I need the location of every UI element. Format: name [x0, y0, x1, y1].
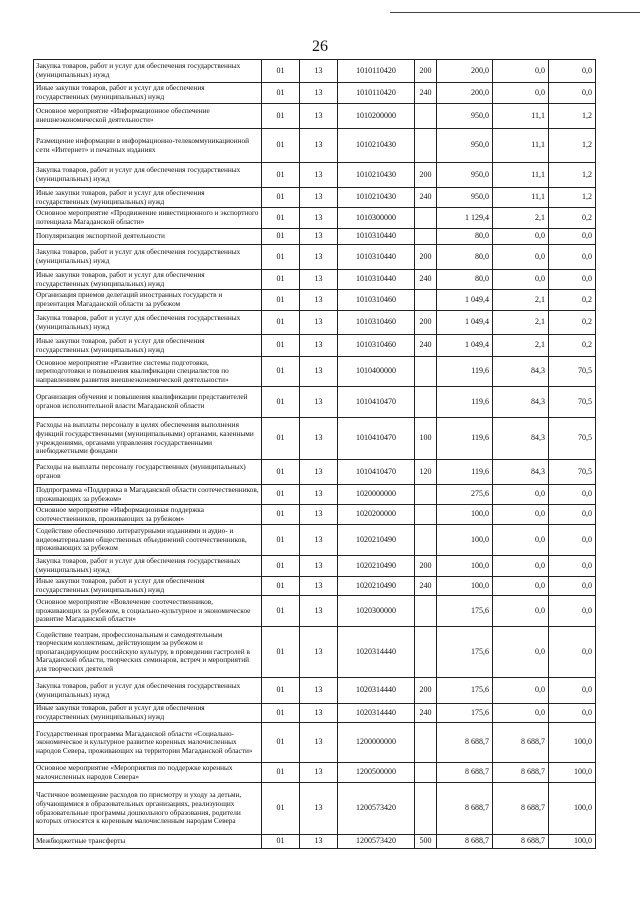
approved-amount: 950,0 — [437, 129, 493, 163]
target-article-code: 1010310460 — [338, 335, 415, 357]
subsection-code: 13 — [300, 387, 338, 418]
section-code: 01 — [262, 525, 300, 556]
executed-amount: 0,0 — [493, 577, 549, 596]
approved-amount: 275,6 — [437, 485, 493, 505]
row-description: Расходы на выплаты персоналу в целях обеспечения выполнения функций государственными (муниципальными) органами, казенными учреждениями, органами управления государственными внебюджетными фондами — [34, 418, 262, 460]
subsection-code: 13 — [300, 556, 338, 577]
target-article-code: 1200000000 — [338, 723, 415, 763]
executed-amount: 0,0 — [493, 596, 549, 627]
approved-amount: 175,6 — [437, 678, 493, 704]
target-article-code: 1020210490 — [338, 525, 415, 556]
table-row — [34, 357, 596, 387]
executed-amount: 0,0 — [493, 525, 549, 556]
target-article-code: 1010310440 — [338, 229, 415, 245]
subsection-code: 13 — [300, 460, 338, 485]
approved-amount: 80,0 — [437, 270, 493, 290]
target-article-code: 1010400000 — [338, 357, 415, 387]
executed-amount: 0,0 — [493, 556, 549, 577]
subsection-code: 13 — [300, 678, 338, 704]
subsection-code: 13 — [300, 577, 338, 596]
row-description: Основное мероприятие «Информационное обеспечение внешнеэкономической деятельности» — [34, 104, 262, 129]
table-row — [34, 505, 596, 525]
approved-amount: 8 688,7 — [437, 723, 493, 763]
page-number: 26 — [312, 38, 328, 55]
section-code: 01 — [262, 208, 300, 229]
executed-amount: 11,1 — [493, 104, 549, 129]
target-article-code: 1200573420 — [338, 783, 415, 835]
section-code: 01 — [262, 129, 300, 163]
expense-type-code — [415, 627, 437, 678]
section-code: 01 — [262, 357, 300, 387]
execution-percent: 0,0 — [549, 229, 596, 245]
target-article-code: 1020314440 — [338, 627, 415, 678]
table-row — [34, 104, 596, 129]
expense-type-code: 240 — [415, 577, 437, 596]
target-article-code: 1010310460 — [338, 311, 415, 335]
expense-type-code — [415, 723, 437, 763]
execution-percent: 0,0 — [549, 485, 596, 505]
subsection-code: 13 — [300, 627, 338, 678]
section-code: 01 — [262, 229, 300, 245]
expense-type-code: 240 — [415, 270, 437, 290]
execution-percent: 1,2 — [549, 163, 596, 188]
executed-amount: 0,0 — [493, 83, 549, 104]
subsection-code: 13 — [300, 208, 338, 229]
execution-percent: 0,0 — [549, 627, 596, 678]
expense-type-code: 200 — [415, 245, 437, 270]
row-description: Расходы на выплаты персоналу государственных (муниципальных) органов — [34, 460, 262, 485]
section-code: 01 — [262, 418, 300, 460]
row-description: Иные закупки товаров, работ и услуг для обеспечения государственных (муниципальных) нужд — [34, 270, 262, 290]
table-row — [34, 763, 596, 783]
executed-amount: 84,3 — [493, 418, 549, 460]
target-article-code: 1010410470 — [338, 460, 415, 485]
row-description: Подпрограмма «Поддержка в Магаданской области соотечественников, проживающих за рубежом» — [34, 485, 262, 505]
subsection-code: 13 — [300, 60, 338, 83]
expense-type-code: 100 — [415, 418, 437, 460]
expense-type-code: 240 — [415, 188, 437, 208]
row-description: Организация приемов делегаций иностранных государств и презентация Магаданской области за рубежом — [34, 290, 262, 311]
table-row — [34, 556, 596, 577]
table-row — [34, 678, 596, 704]
execution-percent: 0,0 — [549, 83, 596, 104]
execution-percent: 100,0 — [549, 763, 596, 783]
target-article-code: 1200573420 — [338, 835, 415, 849]
table-row — [34, 723, 596, 763]
executed-amount: 2,1 — [493, 208, 549, 229]
section-code: 01 — [262, 311, 300, 335]
approved-amount: 950,0 — [437, 104, 493, 129]
execution-percent: 0,2 — [549, 311, 596, 335]
expense-type-code — [415, 129, 437, 163]
row-description: Иные закупки товаров, работ и услуг для обеспечения государственных (муниципальных) нужд — [34, 335, 262, 357]
executed-amount: 8 688,7 — [493, 835, 549, 849]
subsection-code: 13 — [300, 763, 338, 783]
target-article-code: 1010310440 — [338, 270, 415, 290]
execution-percent: 0,2 — [549, 290, 596, 311]
expense-type-code — [415, 596, 437, 627]
executed-amount: 0,0 — [493, 627, 549, 678]
approved-amount: 175,6 — [437, 627, 493, 678]
table-row — [34, 335, 596, 357]
target-article-code: 1010410470 — [338, 418, 415, 460]
execution-percent: 70,5 — [549, 418, 596, 460]
table-row — [34, 311, 596, 335]
approved-amount: 119,6 — [437, 357, 493, 387]
expense-type-code: 240 — [415, 335, 437, 357]
execution-percent: 0,0 — [549, 678, 596, 704]
target-article-code: 1020210490 — [338, 556, 415, 577]
approved-amount: 100,0 — [437, 556, 493, 577]
section-code: 01 — [262, 505, 300, 525]
section-code: 01 — [262, 460, 300, 485]
executed-amount: 0,0 — [493, 270, 549, 290]
target-article-code: 1020314440 — [338, 678, 415, 704]
target-article-code: 1020210490 — [338, 577, 415, 596]
table-row — [34, 290, 596, 311]
top-rule — [390, 12, 640, 13]
section-code: 01 — [262, 783, 300, 835]
target-article-code: 1010210430 — [338, 129, 415, 163]
target-article-code: 1010300000 — [338, 208, 415, 229]
executed-amount: 11,1 — [493, 163, 549, 188]
row-description: Иные закупки товаров, работ и услуг для обеспечения государственных (муниципальных) нужд — [34, 188, 262, 208]
subsection-code: 13 — [300, 335, 338, 357]
target-article-code: 1020000000 — [338, 485, 415, 505]
subsection-code: 13 — [300, 704, 338, 723]
section-code: 01 — [262, 104, 300, 129]
approved-amount: 100,0 — [437, 505, 493, 525]
executed-amount: 2,1 — [493, 311, 549, 335]
row-description: Иные закупки товаров, работ и услуг для обеспечения государственных (муниципальных) нужд — [34, 83, 262, 104]
section-code: 01 — [262, 60, 300, 83]
table-row — [34, 460, 596, 485]
table-row — [34, 525, 596, 556]
executed-amount: 11,1 — [493, 129, 549, 163]
executed-amount: 84,3 — [493, 387, 549, 418]
executed-amount: 11,1 — [493, 188, 549, 208]
target-article-code: 1020314440 — [338, 704, 415, 723]
expense-type-code — [415, 229, 437, 245]
row-description: Основное мероприятие «Продвижение инвестиционного и экспортного потенциала Магаданской области» — [34, 208, 262, 229]
executed-amount: 0,0 — [493, 485, 549, 505]
approved-amount: 80,0 — [437, 229, 493, 245]
table-row — [34, 245, 596, 270]
subsection-code: 13 — [300, 129, 338, 163]
expense-type-code: 200 — [415, 60, 437, 83]
execution-percent: 0,0 — [549, 270, 596, 290]
approved-amount: 950,0 — [437, 188, 493, 208]
expense-type-code — [415, 485, 437, 505]
section-code: 01 — [262, 723, 300, 763]
execution-percent: 0,0 — [549, 577, 596, 596]
row-description: Содействие театрам, профессиональным и самодеятельным творческим коллективам, действующим за рубежом и пропагандирующим российскую культуру, в проведении гастролей в Магаданской области, творческих семинаров, встреч и мероприятий для творческих деятелей — [34, 627, 262, 678]
subsection-code: 13 — [300, 505, 338, 525]
subsection-code: 13 — [300, 83, 338, 104]
table-row — [34, 418, 596, 460]
table-row — [34, 627, 596, 678]
subsection-code: 13 — [300, 245, 338, 270]
expense-type-code — [415, 783, 437, 835]
expense-type-code: 240 — [415, 83, 437, 104]
row-description: Закупка товаров, работ и услуг для обеспечения государственных (муниципальных) нужд — [34, 245, 262, 270]
table-row — [34, 577, 596, 596]
expense-type-code: 240 — [415, 704, 437, 723]
row-description: Организация обучения и повышения квалификации представителей органов исполнительной власти Магаданской области — [34, 387, 262, 418]
section-code: 01 — [262, 763, 300, 783]
executed-amount: 0,0 — [493, 229, 549, 245]
subsection-code: 13 — [300, 357, 338, 387]
section-code: 01 — [262, 83, 300, 104]
expense-type-code — [415, 208, 437, 229]
approved-amount: 1 129,4 — [437, 208, 493, 229]
row-description: Межбюджетные трансферты — [34, 835, 262, 849]
subsection-code: 13 — [300, 783, 338, 835]
table-row — [34, 229, 596, 245]
section-code: 01 — [262, 163, 300, 188]
section-code: 01 — [262, 335, 300, 357]
execution-percent: 0,0 — [549, 60, 596, 83]
row-description: Закупка товаров, работ и услуг для обеспечения государственных (муниципальных) нужд — [34, 163, 262, 188]
target-article-code: 1010210430 — [338, 163, 415, 188]
row-description: Основное мероприятие «Вовлечение соотечественников, проживающих за рубежом, в социально-культурное и экономическое развитие Магаданской области» — [34, 596, 262, 627]
executed-amount: 8 688,7 — [493, 763, 549, 783]
row-description: Закупка товаров, работ и услуг для обеспечения государственных (муниципальных) нужд — [34, 311, 262, 335]
row-description: Иные закупки товаров, работ и услуг для обеспечения государственных (муниципальных) нужд — [34, 704, 262, 723]
executed-amount: 8 688,7 — [493, 723, 549, 763]
expense-type-code: 200 — [415, 678, 437, 704]
table-row — [34, 208, 596, 229]
execution-percent: 0,0 — [549, 704, 596, 723]
subsection-code: 13 — [300, 723, 338, 763]
approved-amount: 1 049,4 — [437, 335, 493, 357]
subsection-code: 13 — [300, 188, 338, 208]
approved-amount: 8 688,7 — [437, 835, 493, 849]
approved-amount: 119,6 — [437, 387, 493, 418]
subsection-code: 13 — [300, 290, 338, 311]
approved-amount: 8 688,7 — [437, 783, 493, 835]
expense-type-code: 120 — [415, 460, 437, 485]
approved-amount: 8 688,7 — [437, 763, 493, 783]
approved-amount: 175,6 — [437, 704, 493, 723]
approved-amount: 200,0 — [437, 83, 493, 104]
subsection-code: 13 — [300, 229, 338, 245]
execution-percent: 70,5 — [549, 357, 596, 387]
section-code: 01 — [262, 678, 300, 704]
approved-amount: 119,6 — [437, 460, 493, 485]
target-article-code: 1010200000 — [338, 104, 415, 129]
executed-amount: 0,0 — [493, 704, 549, 723]
expense-type-code: 200 — [415, 556, 437, 577]
section-code: 01 — [262, 188, 300, 208]
subsection-code: 13 — [300, 418, 338, 460]
expense-type-code — [415, 505, 437, 525]
execution-percent: 100,0 — [549, 723, 596, 763]
executed-amount: 0,0 — [493, 245, 549, 270]
execution-percent: 0,0 — [549, 525, 596, 556]
expense-type-code — [415, 387, 437, 418]
target-article-code: 1010110420 — [338, 60, 415, 83]
approved-amount: 200,0 — [437, 60, 493, 83]
expense-type-code — [415, 104, 437, 129]
executed-amount: 0,0 — [493, 60, 549, 83]
row-description: Основное мероприятие «Информационная поддержка соотечественников, проживающих за рубежом» — [34, 505, 262, 525]
section-code: 01 — [262, 835, 300, 849]
row-description: Основное мероприятие «Мероприятия по поддержке коренных малочисленных народов Севера» — [34, 763, 262, 783]
row-description: Размещение информации в информационно-телекоммуникационной сети «Интернет» и печатных изданиях — [34, 129, 262, 163]
approved-amount: 119,6 — [437, 418, 493, 460]
executed-amount: 0,0 — [493, 678, 549, 704]
approved-amount: 100,0 — [437, 577, 493, 596]
section-code: 01 — [262, 704, 300, 723]
executed-amount: 84,3 — [493, 460, 549, 485]
table-row — [34, 596, 596, 627]
target-article-code: 1010310460 — [338, 290, 415, 311]
table-row — [34, 270, 596, 290]
approved-amount: 175,6 — [437, 596, 493, 627]
execution-percent: 1,2 — [549, 104, 596, 129]
expense-type-code: 200 — [415, 311, 437, 335]
approved-amount: 1 049,4 — [437, 311, 493, 335]
expense-type-code: 200 — [415, 163, 437, 188]
section-code: 01 — [262, 485, 300, 505]
section-code: 01 — [262, 577, 300, 596]
execution-percent: 70,5 — [549, 460, 596, 485]
subsection-code: 13 — [300, 163, 338, 188]
table-row — [34, 188, 596, 208]
subsection-code: 13 — [300, 311, 338, 335]
budget-table — [33, 59, 596, 849]
approved-amount: 100,0 — [437, 525, 493, 556]
target-article-code: 1010310440 — [338, 245, 415, 270]
row-description: Закупка товаров, работ и услуг для обеспечения государственных (муниципальных) нужд — [34, 678, 262, 704]
target-article-code: 1010110420 — [338, 83, 415, 104]
executed-amount: 0,0 — [493, 505, 549, 525]
approved-amount: 1 049,4 — [437, 290, 493, 311]
table-row — [34, 60, 596, 83]
table-row — [34, 783, 596, 835]
subsection-code: 13 — [300, 104, 338, 129]
subsection-code: 13 — [300, 525, 338, 556]
executed-amount: 84,3 — [493, 357, 549, 387]
subsection-code: 13 — [300, 835, 338, 849]
executed-amount: 2,1 — [493, 335, 549, 357]
section-code: 01 — [262, 290, 300, 311]
section-code: 01 — [262, 245, 300, 270]
expense-type-code — [415, 763, 437, 783]
execution-percent: 0,0 — [549, 596, 596, 627]
section-code: 01 — [262, 270, 300, 290]
subsection-code: 13 — [300, 270, 338, 290]
target-article-code: 1020200000 — [338, 505, 415, 525]
target-article-code: 1200500000 — [338, 763, 415, 783]
table-row — [34, 387, 596, 418]
row-description: Частичное возмещение расходов по присмотру и уходу за детьми, обучающимися в образовательных организациях, реализующих образовательные программы дошкольного образования, родители которых относятся к коренным малочисленным народам Севера — [34, 783, 262, 835]
expense-type-code — [415, 290, 437, 311]
row-description: Содействие обеспечению литературными изданиями и аудио- и видеоматериалами общественных объединений соотечественников, проживающих за рубежом — [34, 525, 262, 556]
execution-percent: 1,2 — [549, 129, 596, 163]
row-description: Закупка товаров, работ и услуг для обеспечения государственных (муниципальных) нужд — [34, 556, 262, 577]
table-row — [34, 163, 596, 188]
table-row — [34, 129, 596, 163]
row-description: Основное мероприятие «Развитие системы подготовки, переподготовки и повышения квалификации специалистов по направлениям развития внешнеэкономической деятельности» — [34, 357, 262, 387]
target-article-code: 1010410470 — [338, 387, 415, 418]
expense-type-code — [415, 357, 437, 387]
execution-percent: 70,5 — [549, 387, 596, 418]
executed-amount: 2,1 — [493, 290, 549, 311]
execution-percent: 0,2 — [549, 335, 596, 357]
section-code: 01 — [262, 556, 300, 577]
approved-amount: 950,0 — [437, 163, 493, 188]
execution-percent: 0,2 — [549, 208, 596, 229]
section-code: 01 — [262, 627, 300, 678]
execution-percent: 0,0 — [549, 245, 596, 270]
executed-amount: 8 688,7 — [493, 783, 549, 835]
subsection-code: 13 — [300, 485, 338, 505]
execution-percent: 1,2 — [549, 188, 596, 208]
row-description: Государственная программа Магаданской области «Социально-экономическое и культурное развитие коренных малочисленных народов Севера, проживающих на территории Магаданской области» — [34, 723, 262, 763]
section-code: 01 — [262, 387, 300, 418]
row-description: Популяризация экспортной деятельности — [34, 229, 262, 245]
approved-amount: 80,0 — [437, 245, 493, 270]
row-description: Иные закупки товаров, работ и услуг для обеспечения государственных (муниципальных) нужд — [34, 577, 262, 596]
target-article-code: 1020300000 — [338, 596, 415, 627]
expense-type-code — [415, 525, 437, 556]
execution-percent: 0,0 — [549, 556, 596, 577]
table-row — [34, 83, 596, 104]
table-row — [34, 485, 596, 505]
table-row — [34, 835, 596, 849]
table-row — [34, 704, 596, 723]
section-code: 01 — [262, 596, 300, 627]
execution-percent: 100,0 — [549, 783, 596, 835]
target-article-code: 1010210430 — [338, 188, 415, 208]
subsection-code: 13 — [300, 596, 338, 627]
row-description: Закупка товаров, работ и услуг для обеспечения государственных (муниципальных) нужд — [34, 60, 262, 83]
execution-percent: 0,0 — [549, 505, 596, 525]
expense-type-code: 500 — [415, 835, 437, 849]
execution-percent: 100,0 — [549, 835, 596, 849]
